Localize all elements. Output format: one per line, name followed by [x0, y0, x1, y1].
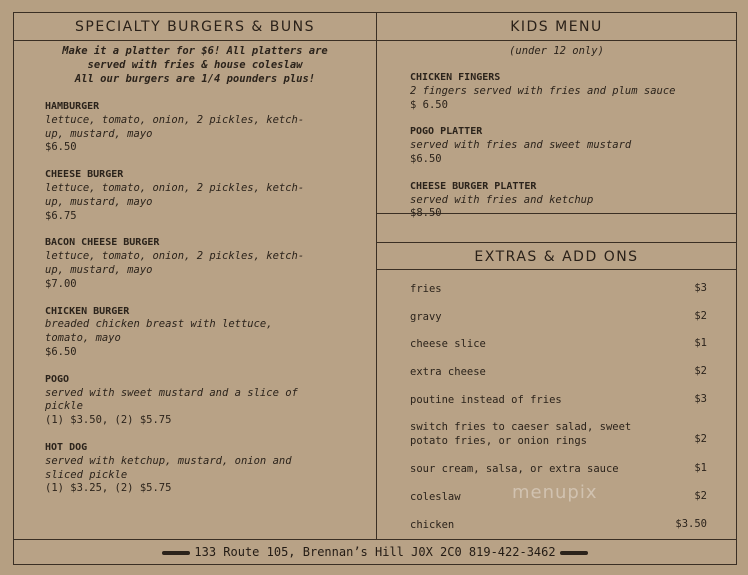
extra-name: coleslaw — [410, 491, 461, 504]
menu-item — [45, 305, 376, 360]
decorative-bar-left — [162, 551, 190, 555]
extra-item — [410, 510, 707, 538]
watermark-logo: menupix — [512, 482, 598, 503]
extra-price: $3.50 — [675, 517, 707, 530]
extra-item — [410, 302, 707, 330]
kids-title: KIDS MENU — [377, 13, 736, 41]
menu-item — [410, 71, 736, 112]
extra-price: $3 — [694, 392, 707, 405]
item-name: POGO — [45, 373, 70, 385]
item-desc: 2 fingers served with fries and plum sauce — [410, 84, 676, 97]
item-desc: served with fries and ketchup — [410, 193, 594, 206]
item-desc: lettuce, tomato, onion, 2 pickles, ketch- up, mustard, mayo — [45, 113, 305, 140]
extra-name: sour cream, salsa, or extra sauce — [410, 463, 619, 476]
item-name: CHICKEN FINGERS — [410, 72, 501, 83]
item-name: CHEESE BURGER — [45, 169, 124, 181]
menu-item — [45, 373, 376, 428]
intro-line: All our burgers are 1/4 pounders plus! — [74, 73, 316, 85]
kids-menu — [377, 13, 736, 220]
item-price: $8.50 — [410, 207, 442, 220]
menu-item — [45, 236, 376, 291]
item-price: $7.00 — [45, 277, 77, 290]
menu-item — [410, 125, 736, 166]
item-desc: lettuce, tomato, onion, 2 pickles, ketch- up, mustard, mayo — [45, 250, 305, 276]
extra-price: $2 — [694, 365, 707, 378]
item-name: POGO PLATTER — [410, 126, 483, 138]
burgers-column — [14, 13, 377, 539]
extra-item — [410, 454, 707, 482]
extra-price: $1 — [694, 337, 707, 350]
extra-price: $1 — [694, 462, 707, 475]
extra-price: $3 — [694, 282, 707, 294]
extra-name: extra cheese — [410, 366, 486, 379]
item-name: HAMBURGER — [45, 101, 100, 112]
item-desc: lettuce, tomato, onion, 2 pickles, ketch- up, mustard, mayo — [45, 181, 305, 208]
menu-card — [13, 12, 737, 565]
decorative-bar-right — [560, 551, 588, 555]
extra-name: gravy — [410, 310, 442, 323]
item-name: HOT DOG — [45, 441, 88, 453]
extra-name: fries — [410, 283, 442, 295]
item-desc: breaded chicken breast with lettuce, tomato, mayo — [45, 318, 273, 345]
item-desc: served with ketchup, mustard, onion and sliced pickle — [45, 454, 292, 481]
item-price: (1) $3.25, (2) $5.75 — [45, 482, 172, 495]
address-footer — [14, 539, 736, 565]
extras-title: EXTRAS & ADD ONS — [377, 242, 736, 270]
extra-price: $2 — [694, 433, 707, 446]
item-desc: served with fries and sweet mustard — [410, 139, 632, 152]
item-price: $6.75 — [45, 209, 77, 222]
menu-item — [45, 100, 376, 155]
extra-name: chicken — [410, 518, 455, 531]
kids-subtitle: (under 12 only) — [509, 45, 604, 57]
right-column — [377, 13, 736, 539]
address-text: 133 Route 105, Brennan’s Hill J0X 2C0 819-422-3462 — [194, 545, 556, 559]
menu-item — [45, 168, 376, 223]
extra-name: switch fries to caeser salad, sweet potato fries, or onion rings — [410, 421, 632, 448]
extra-name: cheese slice — [410, 338, 486, 351]
item-price: $ 6.50 — [410, 98, 448, 111]
item-price: $6.50 — [410, 152, 442, 165]
item-price: $6.50 — [45, 345, 77, 358]
item-name: BACON CHEESE BURGER — [45, 237, 160, 249]
menu-item — [410, 180, 736, 221]
item-desc: served with sweet mustard and a slice of pickle — [45, 386, 298, 413]
intro-line: served with fries & house coleslaw — [87, 59, 303, 71]
menu-item — [45, 441, 376, 496]
extra-price: $2 — [694, 309, 707, 322]
item-price: (1) $3.50, (2) $5.75 — [45, 414, 172, 427]
item-name: CHEESE BURGER PLATTER — [410, 180, 537, 192]
intro-line: Make it a platter for $6! All platters are — [62, 45, 328, 57]
extra-price: $2 — [694, 490, 707, 503]
extra-item — [410, 412, 707, 454]
extra-item — [410, 329, 707, 357]
extra-item — [410, 357, 707, 385]
extra-item — [410, 274, 707, 302]
extra-name: poutine instead of fries — [410, 393, 562, 406]
extra-item — [410, 385, 707, 413]
burgers-title: SPECIALTY BURGERS & BUNS — [14, 13, 376, 41]
item-name: CHICKEN BURGER — [45, 305, 130, 317]
burgers-intro — [14, 44, 376, 86]
item-price: $6.50 — [45, 141, 77, 154]
